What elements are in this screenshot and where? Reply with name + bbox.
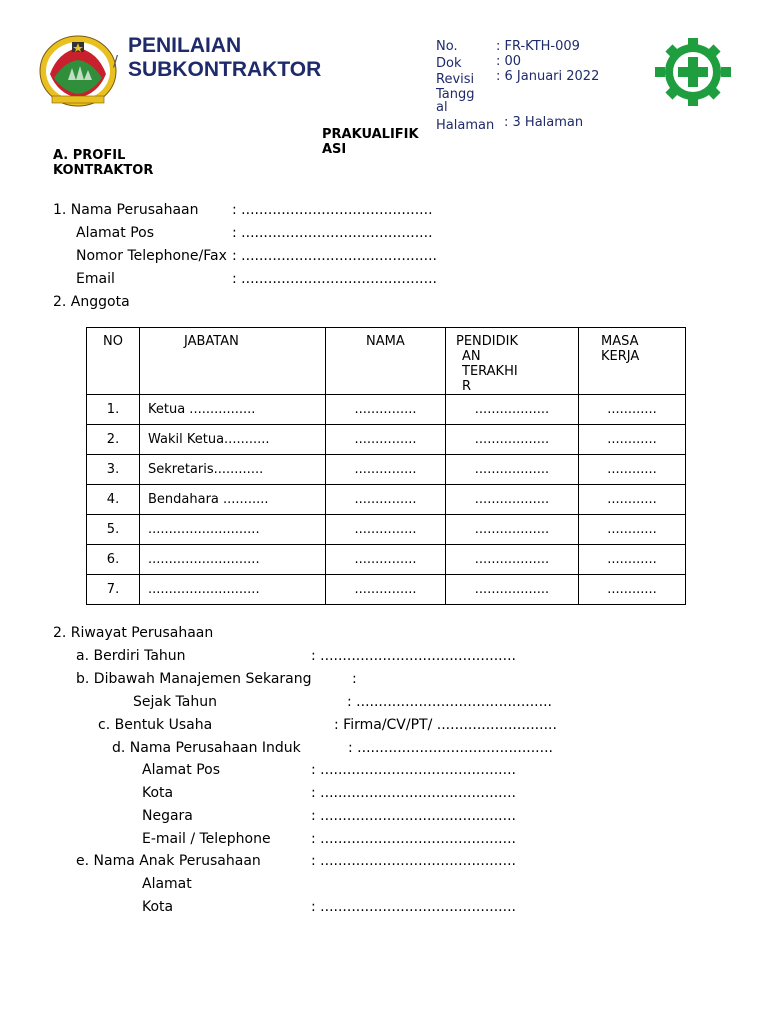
header-no: NO: [87, 328, 140, 395]
induk-negara-label: Negara: [142, 808, 193, 824]
field-telephone-value[interactable]: : ............................................: [232, 248, 437, 264]
cell-pendidikan[interactable]: ..................: [446, 545, 579, 575]
anak-kota-value[interactable]: : ............................................: [311, 899, 516, 915]
table-row: [87, 485, 686, 515]
cell-jabatan[interactable]: ...........................: [140, 515, 326, 545]
cell-pendidikan[interactable]: ..................: [446, 425, 579, 455]
table-row: [87, 515, 686, 545]
induk-alamat-pos-label: Alamat Pos: [142, 762, 221, 778]
cell-jabatan[interactable]: Ketua ................: [140, 395, 326, 425]
k3-safety-gear-logo: [654, 38, 732, 106]
cell-no: 3.: [87, 455, 140, 485]
cell-nama[interactable]: ...............: [326, 515, 446, 545]
meta-tanggal-label-1: Tangg: [436, 87, 475, 102]
header-nama: NAMA: [326, 328, 446, 395]
manajemen-value[interactable]: :: [352, 671, 357, 687]
berdiri-tahun-label: a. Berdiri Tahun: [76, 648, 186, 664]
meta-dok-label: Dok: [436, 56, 462, 71]
cell-nama[interactable]: ...............: [326, 575, 446, 605]
cell-nama[interactable]: ...............: [326, 545, 446, 575]
cell-jabatan[interactable]: ...........................: [140, 545, 326, 575]
induk-kota-value[interactable]: : ............................................: [311, 785, 516, 801]
meta-no-label: No.: [436, 39, 458, 54]
cell-pendidikan[interactable]: ..................: [446, 485, 579, 515]
anak-kota-label: Kota: [142, 899, 174, 915]
table-row: [87, 425, 686, 455]
meta-revisi-label: Revisi: [436, 72, 475, 87]
field-email-label: Email: [76, 271, 115, 287]
slash-separator: /: [113, 52, 119, 70]
section-a-heading-1: A. PROFIL: [53, 148, 126, 163]
manajemen-label: b. Dibawah Manajemen Sekarang: [76, 671, 312, 687]
field-nama-perusahaan-label: 1. Nama Perusahaan: [53, 202, 199, 218]
induk-email-label: E-mail / Telephone: [142, 831, 271, 847]
meta-no-value: : FR-KTH-009: [496, 39, 580, 54]
cell-masa-kerja[interactable]: ............: [579, 395, 686, 425]
cell-masa-kerja[interactable]: ............: [579, 425, 686, 455]
cell-no: 4.: [87, 485, 140, 515]
table-row: [87, 395, 686, 425]
meta-halaman-value: : 3 Halaman: [504, 115, 584, 130]
cell-nama[interactable]: ...............: [326, 455, 446, 485]
table-row: [87, 575, 686, 605]
sejak-tahun-value[interactable]: : ............................................: [347, 694, 552, 710]
header-masa-kerja: MASA KERJA: [579, 328, 686, 395]
cell-jabatan[interactable]: ...........................: [140, 575, 326, 605]
anak-alamat-label: Alamat: [142, 876, 192, 892]
field-nama-perusahaan-value[interactable]: : ...........................................: [232, 202, 433, 218]
bentuk-usaha-value[interactable]: : Firma/CV/PT/ ...........................: [334, 717, 557, 733]
anggota-table: [86, 327, 686, 605]
cell-nama[interactable]: ...............: [326, 395, 446, 425]
meta-revisi-value: : 00: [496, 54, 522, 69]
berdiri-tahun-value[interactable]: : ............................................: [311, 648, 516, 664]
cell-pendidikan[interactable]: ..................: [446, 515, 579, 545]
header-jabatan: JABATAN: [140, 328, 326, 395]
bentuk-usaha-label: c. Bentuk Usaha: [98, 717, 213, 733]
induk-alamat-pos-value[interactable]: : ............................................: [311, 762, 516, 778]
cell-masa-kerja[interactable]: ............: [579, 545, 686, 575]
document-subtitle-prakualifikasi-1: PRAKUALIFIK: [322, 127, 419, 142]
riwayat-heading: 2. Riwayat Perusahaan: [53, 625, 214, 641]
cell-no: 1.: [87, 395, 140, 425]
cell-jabatan[interactable]: Bendahara ...........: [140, 485, 326, 515]
cell-no: 6.: [87, 545, 140, 575]
cell-masa-kerja[interactable]: ............: [579, 515, 686, 545]
cell-jabatan[interactable]: Sekretaris............: [140, 455, 326, 485]
field-alamat-pos-label: Alamat Pos: [76, 225, 155, 241]
meta-tanggal-value: : 6 Januari 2022: [496, 69, 600, 84]
regional-emblem-logo: [38, 34, 118, 108]
anak-perusahaan-label: e. Nama Anak Perusahaan: [76, 853, 261, 869]
perusahaan-induk-value[interactable]: : ............................................: [348, 740, 553, 756]
induk-negara-value[interactable]: : ............................................: [311, 808, 516, 824]
cell-nama[interactable]: ...............: [326, 485, 446, 515]
cell-masa-kerja[interactable]: ............: [579, 485, 686, 515]
cell-masa-kerja[interactable]: ............: [579, 455, 686, 485]
cell-pendidikan[interactable]: ..................: [446, 575, 579, 605]
field-telephone-label: Nomor Telephone/Fax: [76, 248, 227, 264]
induk-kota-label: Kota: [142, 785, 174, 801]
document-subtitle-prakualifikasi-2: ASI: [322, 142, 347, 157]
header-pendidikan: PENDIDIK AN TERAKHI R: [446, 328, 579, 395]
perusahaan-induk-label: d. Nama Perusahaan Induk: [112, 740, 301, 756]
field-email-value[interactable]: : ............................................: [232, 271, 437, 287]
sejak-tahun-label: Sejak Tahun: [133, 694, 217, 710]
cell-nama[interactable]: ...............: [326, 425, 446, 455]
cell-pendidikan[interactable]: ..................: [446, 395, 579, 425]
cell-no: 7.: [87, 575, 140, 605]
section-a-heading-2: KONTRAKTOR: [53, 163, 154, 178]
cell-masa-kerja[interactable]: ............: [579, 575, 686, 605]
table-row: [87, 455, 686, 485]
table-row: [87, 545, 686, 575]
cell-jabatan[interactable]: Wakil Ketua...........: [140, 425, 326, 455]
field-alamat-pos-value[interactable]: : ...........................................: [232, 225, 433, 241]
anak-perusahaan-value[interactable]: : ............................................: [311, 853, 516, 869]
document-title-line1: PENILAIAN: [128, 34, 242, 57]
cell-pendidikan[interactable]: ..................: [446, 455, 579, 485]
cell-no: 2.: [87, 425, 140, 455]
anggota-heading: 2. Anggota: [53, 294, 130, 310]
meta-halaman-label: Halaman: [436, 118, 495, 133]
document-title-line2: SUBKONTRAKTOR: [128, 58, 322, 81]
cell-no: 5.: [87, 515, 140, 545]
meta-tanggal-label-2: al: [436, 100, 448, 115]
table-header-row: [87, 328, 686, 395]
induk-email-value[interactable]: : ............................................: [311, 831, 516, 847]
